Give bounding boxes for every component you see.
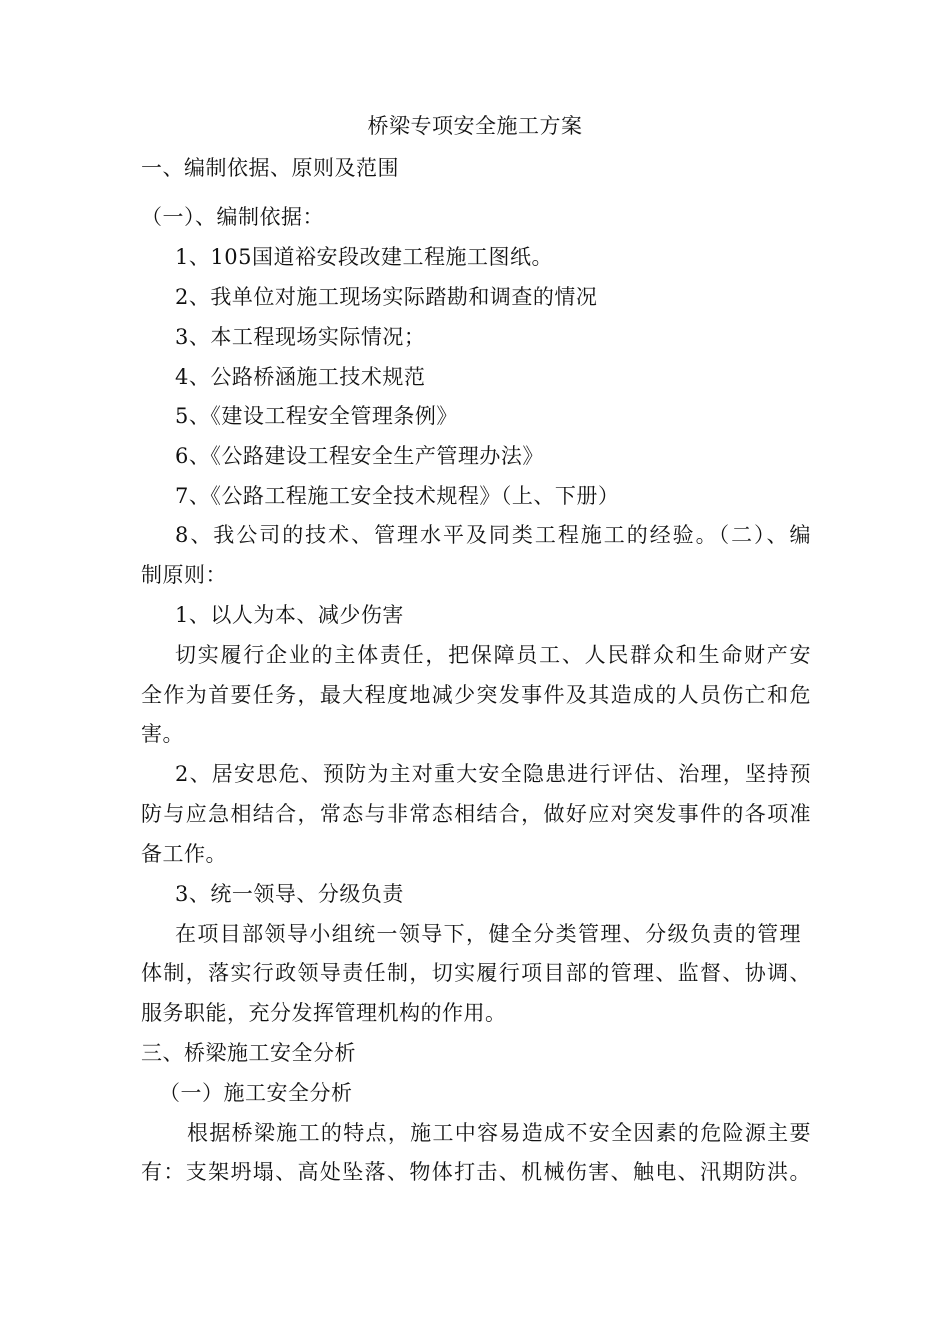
basis-item-1: 1、105国道裕安段改建工程施工图纸。 xyxy=(175,245,553,269)
basis-item-6: 6、《公路建设工程安全生产管理办法》 xyxy=(175,444,544,468)
principle-3-text-line1: 在项目部领导小组统一领导下，健全分类管理、分级负责的管理 xyxy=(175,922,801,946)
basis-item-7: 7、《公路工程施工安全技术规程》（上、下册） xyxy=(175,484,620,508)
principle-2-text-line1: 2、居安思危、预防为主对重大安全隐患进行评估、治理，坚持预 xyxy=(175,762,811,786)
basis-item-8-line1: 8、我公司的技术、管理水平及同类工程施工的经验。（二）、编 xyxy=(175,523,811,547)
analysis-text-line1: 根据桥梁施工的特点，施工中容易造成不安全因素的危险源主要 xyxy=(187,1121,811,1145)
principle-1-heading: 1、以人为本、减少伤害 xyxy=(175,603,404,627)
section-heading-3: 三、桥梁施工安全分析 xyxy=(141,1041,356,1065)
principle-3-text-line3: 服务职能，充分发挥管理机构的作用。 xyxy=(141,1001,507,1025)
document-title: 桥梁专项安全施工方案 xyxy=(367,114,583,138)
principle-1-text-line2: 全作为首要任务，最大程度地减少突发事件及其造成的人员伤亡和危 xyxy=(141,683,811,707)
section-heading-1: 一、编制依据、原则及范围 xyxy=(141,156,399,180)
basis-item-2: 2、我单位对施工现场实际踏勘和调查的情况 xyxy=(175,285,598,309)
analysis-text-line2: 有：支架坍塌、高处坠落、物体打击、机械伤害、触电、汛期防洪。 xyxy=(141,1160,811,1184)
principle-2-text-line2: 防与应急相结合，常态与非常态相结合，做好应对突发事件的各项准 xyxy=(141,802,811,826)
principle-1-text-line3: 害。 xyxy=(141,722,184,746)
subsection-heading-basis: （一）、编制依据： xyxy=(141,205,324,229)
principle-1-text-line1: 切实履行企业的主体责任，把保障员工、人民群众和生命财产安 xyxy=(175,643,811,667)
basis-item-5: 5、《建设工程安全管理条例》 xyxy=(175,404,458,428)
basis-item-8-line2: 制原则： xyxy=(141,563,227,587)
principle-3-heading: 3、统一领导、分级负责 xyxy=(175,882,404,906)
principle-3-text-line2: 体制，落实行政领导责任制，切实履行项目部的管理、监督、协调、 xyxy=(141,961,811,985)
basis-item-3: 3、本工程现场实际情况； xyxy=(175,325,426,349)
basis-item-4: 4、公路桥涵施工技术规范 xyxy=(175,365,426,389)
principle-2-text-line3: 备工作。 xyxy=(141,842,227,866)
subsection-heading-analysis: （一）施工安全分析 xyxy=(159,1081,353,1105)
